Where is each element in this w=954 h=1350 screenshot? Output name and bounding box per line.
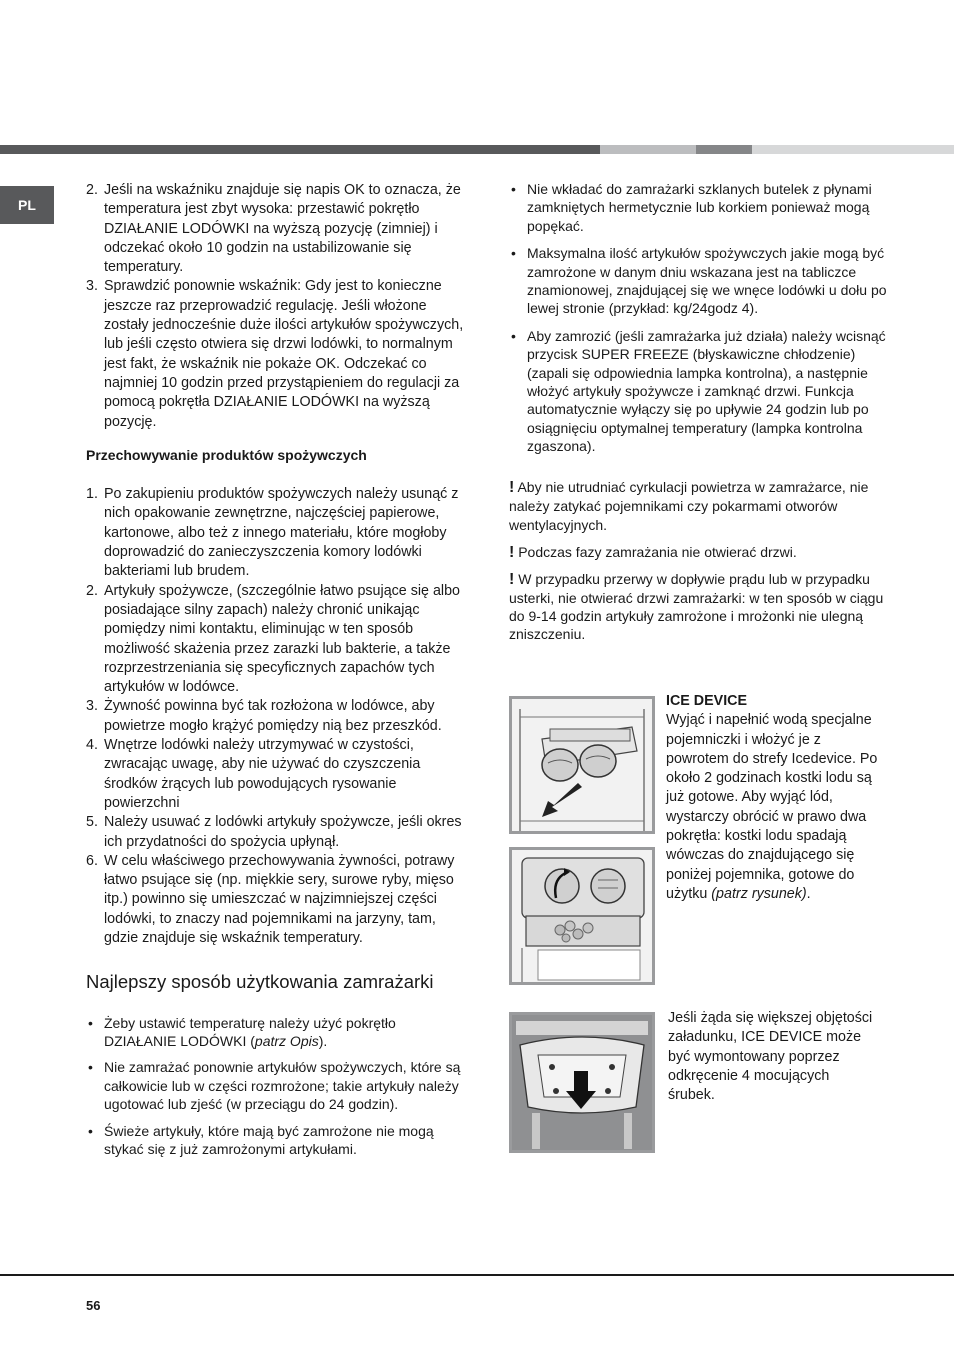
item-text: W celu właściwego przechowywania żywności, potrawy łatwo psujące się (np. miękkie sery, surowe ryby, mięso itp.) powinno się umieszczać w najzimniejszej części lodówki, to znaczy nad pojemnikami na jarzyny, tam, gdzie znajduje się wskaźnik temperatury. <box>104 852 455 946</box>
bullet-mark: • <box>511 245 516 262</box>
bullet-mark: • <box>88 1122 93 1139</box>
warning-mark: ! <box>509 543 515 561</box>
warning-note <box>509 570 887 643</box>
item-text: Wnętrze lodówki należy utrzymywać w czystości, zwracając uwagę, aby nie używać do czyszczenia środków żrących lub powodujących rysowanie powierzchni <box>104 737 421 811</box>
warning-text: W przypadku przerwy w dopływie prądu lub w przypadku usterki, nie otwierać drzwi zamrażarki: w ten sposób w ciągu do 9-14 godzin artykuły zamrożone i mrożonki nie ulegną zniszczeniu. <box>509 570 884 642</box>
item-text: Nie wkładać do zamrażarki szklanych butelek z płynami zamkniętych hermetycznie lub korkiem ponieważ mogą popękać. <box>527 181 872 234</box>
list-item <box>86 181 468 277</box>
item-text: Aby zamrozić (jeśli zamrażarka już działa) należy wcisnąć przycisk SUPER FREEZE (błyskawiczne chłodzenie) (zapali się odpowiednia lampka kontrolna), a następnie włożyć artykuły spożywcze i zamknąć drzwi. Funkcja automatycznie wyłączy się po upływie 24 godzin lub po osiągnięciu optymalnej temperatury (lampka kontrolna zgaszona). <box>527 327 886 455</box>
warning-text: Podczas fazy zamrażania nie otwierać drzwi. <box>518 543 797 560</box>
item-text: Należy usuwać z lodówki artykuły spożywcze, jeśli okres ich przydatności do spożycia upłynął. <box>104 814 462 850</box>
warning-mark: ! <box>509 570 515 588</box>
top-color-bar <box>0 145 954 154</box>
footer-rule <box>0 1274 954 1276</box>
list-item <box>86 697 468 736</box>
item-text: Maksymalna ilość artykułów spożywczych jakie mogą być zamrożone w danym dniu wskazana jest na tabliczce znamionowej, znajdującej się we wnęce lodówki u dołu po lewej stronie (przykład: kg/24godz 4). <box>527 245 887 317</box>
ice-removal-figure <box>509 1012 655 1153</box>
warning-text: Aby nie utrudniać cyrkulacji powietrza w zamrażarce, nie należy zatykać pojemnikami czy pokarmami otworów wentylacyjnych. <box>509 478 869 533</box>
warning-note <box>509 478 887 535</box>
warning-note <box>509 543 887 562</box>
list-item <box>86 485 468 581</box>
list-item <box>86 852 468 948</box>
right-column <box>509 180 887 643</box>
ice-knobs-illustration <box>512 850 652 982</box>
left-column <box>86 181 468 1166</box>
item-number: 4. <box>86 737 98 754</box>
item-text: Nie zamrażać ponownie artykułów spożywczych, które są całkowicie lub w części rozmrożone; takie artykuły należy ugotować lub zjeść (w przeciągu do 24 godzin). <box>104 1059 461 1113</box>
ice-device-title: ICE DEVICE <box>666 693 748 709</box>
freezer-bullets <box>86 1014 468 1159</box>
item-text: Jeśli na wskaźniku znajduje się napis OK to oznacza, że temperatura jest zbyt wysoka: przestawić pokrętło DZIAŁANIE LODÓWKI na wyższą pozycję (zimniej) i odczekać około 10 godzin na ustabilizowanie się temperatury. <box>104 182 461 276</box>
language-tab: PL <box>0 186 54 224</box>
list-item <box>509 244 887 318</box>
top-bar-segment-pale <box>752 145 954 154</box>
list-item <box>509 327 887 456</box>
item-text: Świeże artykuły, które mają być zamrożone nie mogą stykać się z już zamrożonymi artykułami. <box>104 1122 434 1158</box>
item-tail: ). <box>318 1032 328 1049</box>
bullet-mark: • <box>88 1059 93 1076</box>
ice-device-tail: . <box>806 885 811 902</box>
freezer-section-title: Najlepszy sposób użytkowania zamrażarki <box>86 971 434 993</box>
item-italic: patrz Opis <box>254 1032 319 1049</box>
list-item <box>86 582 468 698</box>
item-number: 1. <box>86 486 98 503</box>
ice-knobs-figure <box>509 847 655 985</box>
list-item <box>86 1014 468 1051</box>
warning-mark: ! <box>509 478 515 496</box>
ice-tray-illustration <box>512 699 652 831</box>
list-item <box>86 277 468 431</box>
item-number: 5. <box>86 814 98 831</box>
item-text: Artykuły spożywcze, (szczególnie łatwo psujące się albo posiadające silny zapach) należy chronić unikając pomiędzy nimi kontaktu, eliminując w ten sposób możliwość skażenia przez zarazki lub bakterie, a także rozprzestrzeniania się specyficznych zapachów tych artykułów w lodówce. <box>104 582 460 696</box>
item-text: Sprawdzić ponownie wskaźnik: Gdy jest to konieczne jeszcze raz przeprowadzić regulację. Jeśli włożone zostały jednocześnie duże ilości artykułów spożywczych, lub jeśli często otwiera się drzwi lodówki, to normalnym jest fakt, że wskaźnik nie pokaże OK. Odczekać co najmniej 10 godzin przed przystąpieniem do regulacji za pomocą pokrętła DZIAŁANIE LODÓWKI na wyższą pozycję. <box>104 278 464 430</box>
bullet-mark: • <box>511 181 516 197</box>
item-number: 3. <box>86 278 98 295</box>
item-number: 3. <box>86 698 98 715</box>
ice-device-see-figure: (patrz rysunek) <box>711 885 807 902</box>
bullet-mark: • <box>511 327 516 344</box>
list-item <box>86 736 468 813</box>
ice-device-description: Wyjąć i napełnić wodą specjalne pojemniczki i włożyć je z powrotem do strefy Icedevice. Po około 2 godzinach kostki lodu są już gotowe. Aby wyjąć lód, wystarczy obrócić w prawo dwa pokrętła: kostki lodu spadają wówczas do znajdującego się poniżej pojemnika, gotowe do użytku <box>666 712 878 902</box>
top-bar-segment-light <box>600 145 696 154</box>
page-number: 56 <box>86 1298 101 1313</box>
top-bar-segment-dark <box>0 145 600 154</box>
item-number: 2. <box>86 582 98 599</box>
list-item <box>86 813 468 852</box>
bullet-mark: • <box>88 1014 93 1031</box>
item-text: Żeby ustawić temperaturę należy użyć pokrętło DZIAŁANIE LODÓWKI ( <box>104 1014 396 1049</box>
ice-removal-illustration <box>512 1015 652 1150</box>
adjustment-steps <box>86 181 468 432</box>
top-bar-segment-mid <box>696 145 752 154</box>
freezer-tips <box>509 180 887 456</box>
item-text: Po zakupieniu produktów spożywczych należy usunąć z nich opakowanie zewnętrzne, najczęściej papierowe, kartonowe, albo też z innego materiału, które mogłoby doprowadzić do zanieczyszczenia komory lodówki bakteriami lub brudem. <box>104 486 459 580</box>
list-item <box>86 1058 468 1113</box>
item-number: 2. <box>86 182 98 198</box>
ice-tray-figure <box>509 696 655 834</box>
item-text: Żywność powinna być tak rozłożona w lodówce, aby powietrze mogło krążyć pomiędzy nią bez przeszkód. <box>104 698 442 734</box>
list-item <box>509 180 887 235</box>
item-number: 6. <box>86 852 98 869</box>
storage-heading: Przechowywanie produktów spożywczych <box>86 446 367 463</box>
storage-steps <box>86 485 468 948</box>
list-item <box>86 1122 468 1159</box>
ice-device-text <box>666 692 882 904</box>
ice-removal-text: Jeśli żąda się większej objętości załadunku, ICE DEVICE może być wymontowany poprzez odkręcenie 4 mocujących śrubek. <box>668 1010 873 1104</box>
